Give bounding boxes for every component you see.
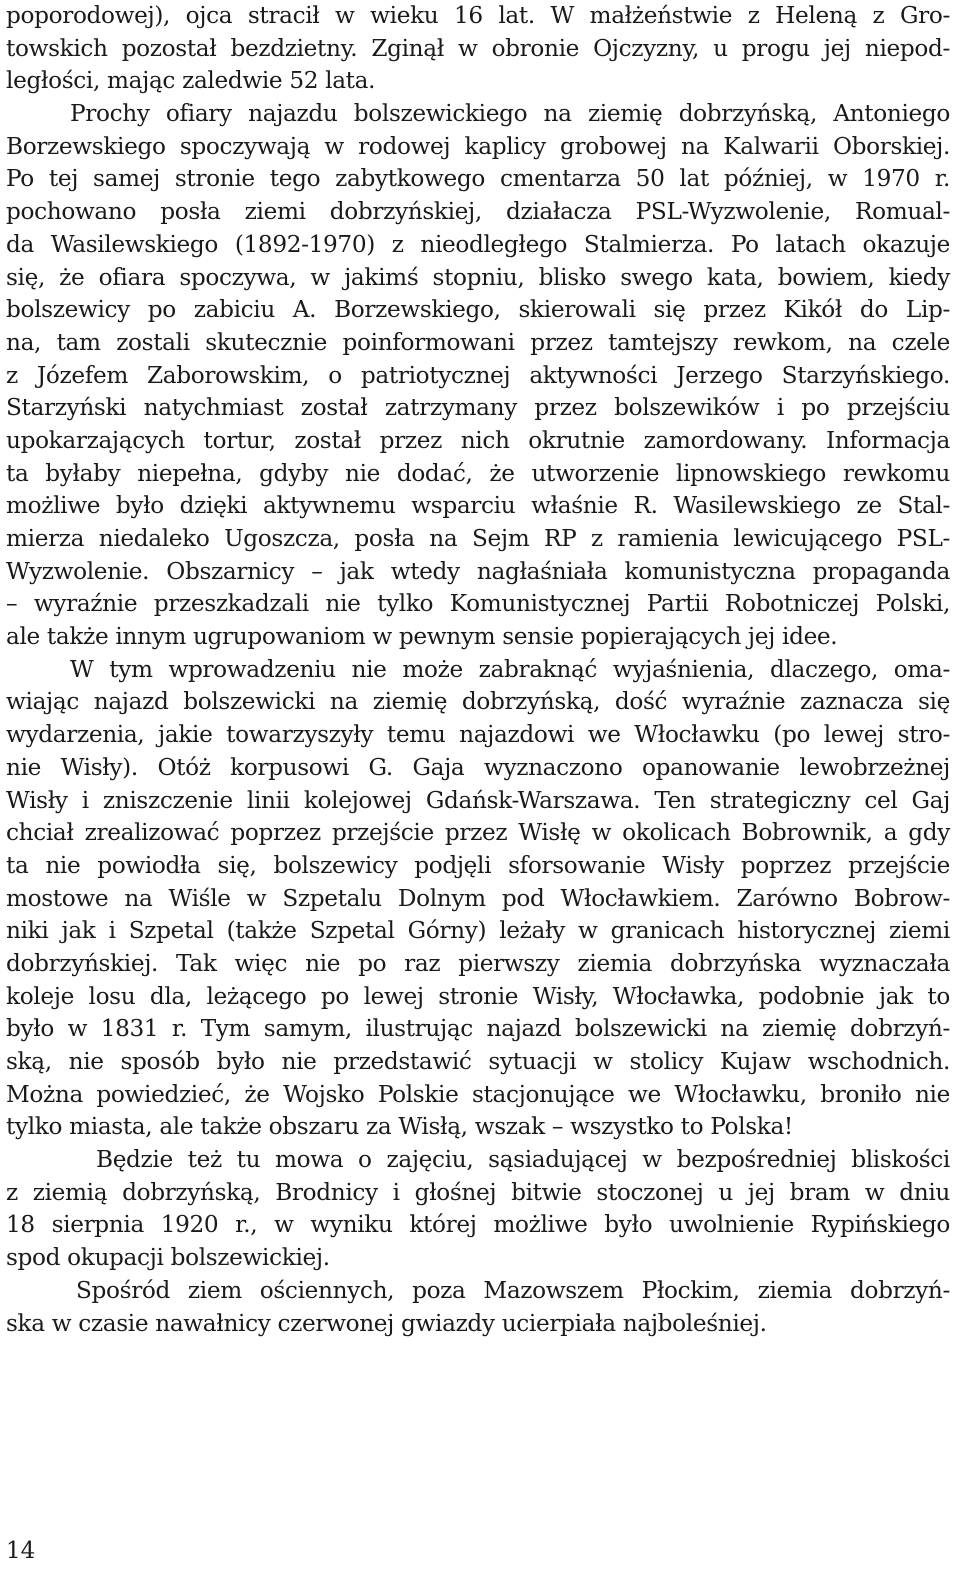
text-line: Borzewskiego spoczywają w rodowej kaplicy grobowej na Kalwarii Oborskiej. (6, 132, 950, 160)
text-line: się, że ofiara spoczywa, w jakimś stopniu, blisko swego kata, bowiem, kiedy (6, 263, 950, 291)
text-line: na, tam zostali skutecznie poinformowani przez tamtejszy rewkom, na czele (6, 328, 950, 356)
text-line: z Józefem Zaborowskim, o patriotycznej aktywności Jerzego Starzyńskiego. (6, 361, 950, 389)
text-line: ległości, mając zaledwie 52 lata. (6, 67, 376, 95)
text-line: poporodowej), ojca stracił w wieku 16 lat. W małżeństwie z Heleną z Gro- (6, 2, 950, 29)
text-line: W tym wprowadzeniu nie może zabraknąć wyjaśnienia, dlaczego, oma- (70, 655, 950, 683)
text-line: wiając najazd bolszewicki na ziemię dobrzyńską, dość wyraźnie zaznacza się (6, 688, 950, 716)
text-line: bolszewicy po zabiciu A. Borzewskiego, skierowali się przez Kikół do Lip- (6, 296, 950, 324)
text-line: mierza niedaleko Ugoszcza, posła na Sejm RP z ramienia lewicującego PSL- (6, 525, 950, 552)
page-number: 14 (6, 1538, 36, 1564)
text-line: Wisły i zniszczenie linii kolejowej Gdańsk-Warszawa. Ten strategiczny cel Gaj (6, 786, 950, 814)
text-line: dobrzyńskiej. Tak więc nie po raz pierwszy ziemia dobrzyńska wyznaczała (6, 949, 950, 977)
text-line: niki jak i Szpetal (także Szpetal Górny) leżały w granicach historycznej ziemi (6, 917, 950, 945)
text-line: – wyraźnie przeszkadzali nie tylko Komunistycznej Partii Robotniczej Polski, (6, 590, 950, 618)
text-line: Prochy ofiary najazdu bolszewickiego na ziemię dobrzyńską, Antoniego (70, 100, 950, 128)
text-line: nie Wisły). Otóż korpusowi G. Gaja wyznaczono opanowanie lewobrzeżnej (6, 753, 950, 781)
text-line: Starzyński natychmiast został zatrzymany przez bolszewików i po przejściu (6, 394, 950, 422)
text-line: upokarzających tortur, został przez nich okrutnie zamordowany. Informacja (6, 426, 950, 454)
text-line: da Wasilewskiego (1892-1970) z nieodległego Stalmierza. Po latach okazuje (6, 230, 950, 258)
text-line: ską, nie sposób było nie przedstawić sytuacji w stolicy Kujaw wschodnich. (6, 1048, 950, 1075)
text-line: pochowano posła ziemi dobrzyńskiej, działacza PSL-Wyzwolenie, Romual- (6, 198, 950, 226)
text-line: ale także innym ugrupowaniom w pewnym sensie popierających jej idee. (6, 623, 838, 651)
text-line: spod okupacji bolszewickiej. (6, 1244, 330, 1272)
text-line: Wyzwolenie. Obszarnicy – jak wtedy nagłaśniała komunistyczna propaganda (6, 557, 950, 585)
text-line: towskich pozostał bezdzietny. Zginął w obronie Ojczyzny, u progu jej niepod- (6, 34, 950, 62)
text-line: Po tej samej stronie tego zabytkowego cmentarza 50 lat później, w 1970 r. (6, 165, 950, 193)
text-line: było w 1831 r. Tym samym, ilustrując najazd bolszewicki na ziemię dobrzyń- (6, 1015, 950, 1043)
text-line: możliwe było dzięki aktywnemu wsparciu właśnie R. Wasilewskiego ze Stal- (6, 492, 950, 520)
text-line: ska w czasie nawałnicy czerwonej gwiazdy ucierpiała najboleśniej. (6, 1309, 767, 1337)
text-line: mostowe na Wiśle w Szpetalu Dolnym pod Włocławkiem. Zarówno Bobrow- (6, 884, 950, 912)
text-line: Będzie też tu mowa o zajęciu, sąsiadującej w bezpośredniej bliskości (96, 1146, 950, 1174)
text-line: wydarzenia, jakie towarzyszyły temu najazdowi we Włocławku (po lewej stro- (6, 721, 950, 749)
text-line: ta nie powiodła się, bolszewicy podjęli sforsowanie Wisły poprzez przejście (6, 851, 950, 879)
text-line: 18 sierpnia 1920 r., w wyniku której możliwe było uwolnienie Rypińskiego (6, 1211, 950, 1239)
text-line: chciał zrealizować poprzez przejście przez Wisłę w okolicach Bobrownik, a gdy (6, 819, 950, 847)
text-line: koleje losu dla, leżącego po lewej stronie Wisły, Włocławka, podobnie jak to (6, 982, 950, 1010)
page-body (6, 0, 950, 1340)
text-line: tylko miasta, ale także obszaru za Wisłą, wszak – wszystko to Polska! (6, 1113, 793, 1141)
text-line: Można powiedzieć, że Wojsko Polskie stacjonujące we Włocławku, broniło nie (6, 1080, 950, 1108)
text-line: z ziemią dobrzyńską, Brodnicy i głośnej bitwie stoczonej u jej bram w dniu (6, 1178, 950, 1206)
text-line: Spośród ziem ościennych, poza Mazowszem Płockim, ziemia dobrzyń- (76, 1276, 950, 1304)
text-line: ta byłaby niepełna, gdyby nie dodać, że utworzenie lipnowskiego rewkomu (6, 459, 950, 487)
